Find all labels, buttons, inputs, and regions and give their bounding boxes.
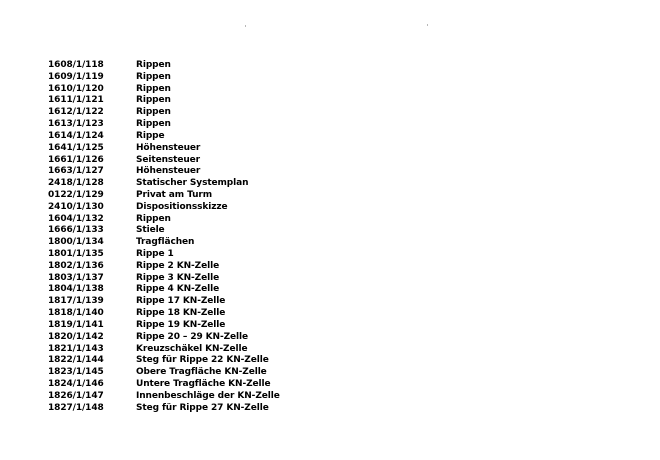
signature-number: 1661/1/126 [48,154,104,165]
item-title: Rippe [136,130,165,141]
item-title: Untere Tragfläche KN-Zelle [136,378,271,389]
signature-list [48,60,280,414]
list-item [48,403,280,415]
item-title: Rippen [136,83,171,94]
scan-speck [427,24,428,26]
signature-number: 2410/1/130 [48,201,104,212]
signature-number: 1611/1/121 [48,95,104,106]
item-title: Rippen [136,95,171,106]
item-title: Innenbeschläge der KN-Zelle [136,390,280,401]
list-item [48,249,280,261]
signature-number: 1610/1/120 [48,83,104,94]
item-title: Steg für Rippe 27 KN-Zelle [136,402,269,413]
signature-number: 1663/1/127 [48,166,104,177]
list-item [48,237,280,249]
item-title: Rippe 1 [136,249,174,259]
item-title: Statischer Systemplan [136,178,249,189]
signature-number: 1802/1/136 [48,260,104,271]
signature-number: 1604/1/132 [48,213,104,224]
signature-number: 1803/1/137 [48,272,104,283]
item-title: Rippe 2 KN-Zelle [136,260,220,271]
item-title: Rippe 17 KN-Zelle [136,296,226,307]
signature-number: 1824/1/146 [48,378,104,389]
item-title: Privat am Turm [136,189,213,200]
item-title: Rippen [136,60,171,70]
list-item [48,131,280,143]
list-item [48,308,280,320]
list-item [48,344,280,356]
signature-number: 1641/1/125 [48,142,104,153]
signature-number: 1826/1/147 [48,390,104,401]
list-item [48,155,280,167]
item-title: Seitensteuer [136,154,200,165]
signature-number: 1666/1/133 [48,225,104,236]
list-item [48,379,280,391]
signature-number: 1614/1/124 [48,130,104,141]
list-item [48,367,280,379]
signature-number: 1817/1/139 [48,296,104,307]
item-title: Tragflächen [136,237,195,248]
item-title: Kreuzschäkel KN-Zelle [136,343,248,354]
item-title: Rippe 4 KN-Zelle [136,284,220,295]
list-item [48,284,280,296]
item-title: Steg für Rippe 22 KN-Zelle [136,355,269,366]
list-item [48,355,280,367]
item-title: Rippe 20 – 29 KN-Zelle [136,331,249,342]
list-item [48,107,280,119]
item-title: Rippe 18 KN-Zelle [136,308,226,319]
signature-number: 1822/1/144 [48,355,104,366]
signature-number: 1821/1/143 [48,343,104,354]
list-item [48,214,280,226]
list-item [48,273,280,285]
item-title: Höhensteuer [136,166,201,177]
list-item [48,261,280,273]
signature-number: 1800/1/134 [48,237,104,248]
signature-number: 1608/1/118 [48,60,104,70]
signature-number: 1612/1/122 [48,107,104,118]
item-title: Rippen [136,119,171,130]
signature-number: 1823/1/145 [48,367,104,378]
list-item [48,190,280,202]
list-item [48,320,280,332]
item-title: Rippe 3 KN-Zelle [136,272,220,283]
signature-number: 1827/1/148 [48,402,104,413]
list-item [48,72,280,84]
item-title: Dispositionsskizze [136,201,228,212]
list-item [48,95,280,107]
signature-number: 2418/1/128 [48,178,104,189]
item-title: Höhensteuer [136,142,201,153]
list-item [48,391,280,403]
list-item [48,166,280,178]
list-item [48,84,280,96]
signature-number: 1613/1/123 [48,119,104,130]
list-item [48,60,280,72]
signature-number: 0122/1/129 [48,189,104,200]
item-title: Stiele [136,225,165,236]
list-item [48,296,280,308]
signature-number: 1801/1/135 [48,249,104,259]
scan-speck [245,25,246,27]
signature-number: 1804/1/138 [48,284,104,295]
signature-number: 1820/1/142 [48,331,104,342]
list-item [48,119,280,131]
item-title: Obere Tragfläche KN-Zelle [136,367,267,378]
item-title: Rippen [136,107,171,118]
list-item [48,143,280,155]
list-item [48,178,280,190]
list-item [48,202,280,214]
item-title: Rippe 19 KN-Zelle [136,319,226,330]
item-title: Rippen [136,213,171,224]
signature-number: 1609/1/119 [48,71,104,82]
signature-number: 1819/1/141 [48,319,104,330]
signature-number: 1818/1/140 [48,308,104,319]
list-item [48,225,280,237]
list-item [48,332,280,344]
item-title: Rippen [136,71,171,82]
